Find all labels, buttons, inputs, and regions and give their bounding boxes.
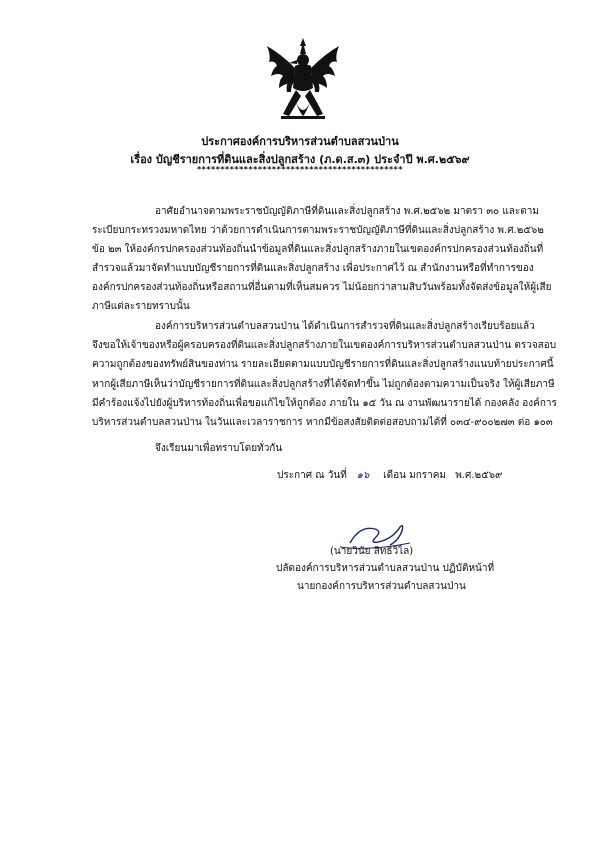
para2-line-6: บริหารส่วนตำบลสวนป่าน ในวันและเวลาราชการ หากมีข้อสงสัยติดต่อสอบถามได้ที่ ๐๓๔-๙๐๐๒๗๓ ต่อ ๑๐๓ xyxy=(92,417,553,428)
signer-position-1: ปลัดองค์การบริหารส่วนตำบลสวนป่าน ปฏิบัติหน้าที่ xyxy=(276,563,495,574)
announce-month: เดือน มกราคม xyxy=(383,470,447,481)
announce-year: พ.ศ.๒๕๖๙ xyxy=(455,470,503,481)
para1-line-3: ข้อ ๒๓ ให้องค์กรปกครองส่วนท้องถิ่นนำข้อมูลที่ดินและสิ่งปลูกสร้างภายในเขตองค์กรปกครองส่วนท้องถิ่นที่ xyxy=(92,244,544,255)
para2-line-4: หากผู้เสียภาษีเห็นว่าบัญชีรายการที่ดินและสิ่งปลูกสร้างที่ได้จัดทำขึ้น ไม่ถูกต้องตามความเป็นจริง ให้ผู้เสียภาษี xyxy=(92,379,555,390)
announce-day: ๑๖ xyxy=(356,470,370,481)
document-title: ประกาศองค์การบริหารส่วนตำบลสวนป่าน xyxy=(201,135,399,148)
announce-date xyxy=(277,469,502,482)
para1-line-6: ภาษีแต่ละรายทราบนั้น xyxy=(92,301,190,312)
para1-line-5: องค์กรปกครองส่วนท้องถิ่นหรือสถานที่อื่นตามที่เห็นสมควร ไม่น้อยกว่าสามสิบวันพร้อมทั้งจัดส่งข้อมูลให้ผู้เสีย xyxy=(92,282,552,293)
para1-line-2: ระเบียบกระทรวงมหาดไทย ว่าด้วยการดำเนินการตามพระราชบัญญัติภาษีที่ดินและสิ่งปลูกสร้าง พ.ศ.๒๕๖๒ xyxy=(92,225,544,236)
document-subject: เรื่อง บัญชีรายการที่ดินและสิ่งปลูกสร้าง (ภ.ด.ส.๓) ประจำปี พ.ศ.๒๕๖๙ xyxy=(130,153,470,166)
para1-line-4: สำรวจแล้วมาจัดทำแบบบัญชีรายการที่ดินและสิ่งปลูกสร้าง เพื่อประกาศไว้ ณ สำนักงานหรือที่ทำการของ xyxy=(92,263,534,274)
signer-name: (นายวินัย สิทธิวิไล) xyxy=(330,546,414,557)
para2-line-5: มีคำร้องแจ้งไปยังผู้บริหารท้องถิ่นเพื่อขอแก้ไขให้ถูกต้อง ภายใน ๑๕ วัน ณ งานพัฒนารายได้ กองคลัง องค์การ xyxy=(92,398,557,409)
signer-position-2: นายกองค์การบริหารส่วนตำบลสวนป่าน xyxy=(297,581,466,592)
garuda-emblem-icon xyxy=(263,36,343,124)
announce-prefix: ประกาศ ณ วันที่ xyxy=(277,470,347,481)
title-rule: ******************************************** xyxy=(196,165,404,174)
para2-line-1: องค์การบริหารส่วนตำบลสวนป่าน ได้ดำเนินการสำรวจที่ดินและสิ่งปลูกสร้างเรียบร้อยแล้ว xyxy=(155,321,535,332)
closing-text: จึงเรียนมาเพื่อทราบโดยทั่วกัน xyxy=(155,443,283,454)
para1-line-1: อาศัยอำนาจตามพระราชบัญญัติภาษีที่ดินและสิ่งปลูกสร้าง พ.ศ.๒๕๖๒ มาตรา ๓๐ และตาม xyxy=(155,206,539,217)
para2-line-2: จึงขอให้เจ้าของหรือผู้ครอบครองที่ดินและสิ่งปลูกสร้างภายในเขตองค์การบริหารส่วนตำบลสวนป่าน ตรวจสอบ xyxy=(92,340,557,351)
para2-line-3: ความถูกต้องของทรัพย์สินของท่าน รายละเอียดตามแบบบัญชีรายการที่ดินและสิ่งปลูกสร้างแนบท้ายประกาศนี้ xyxy=(92,359,554,370)
